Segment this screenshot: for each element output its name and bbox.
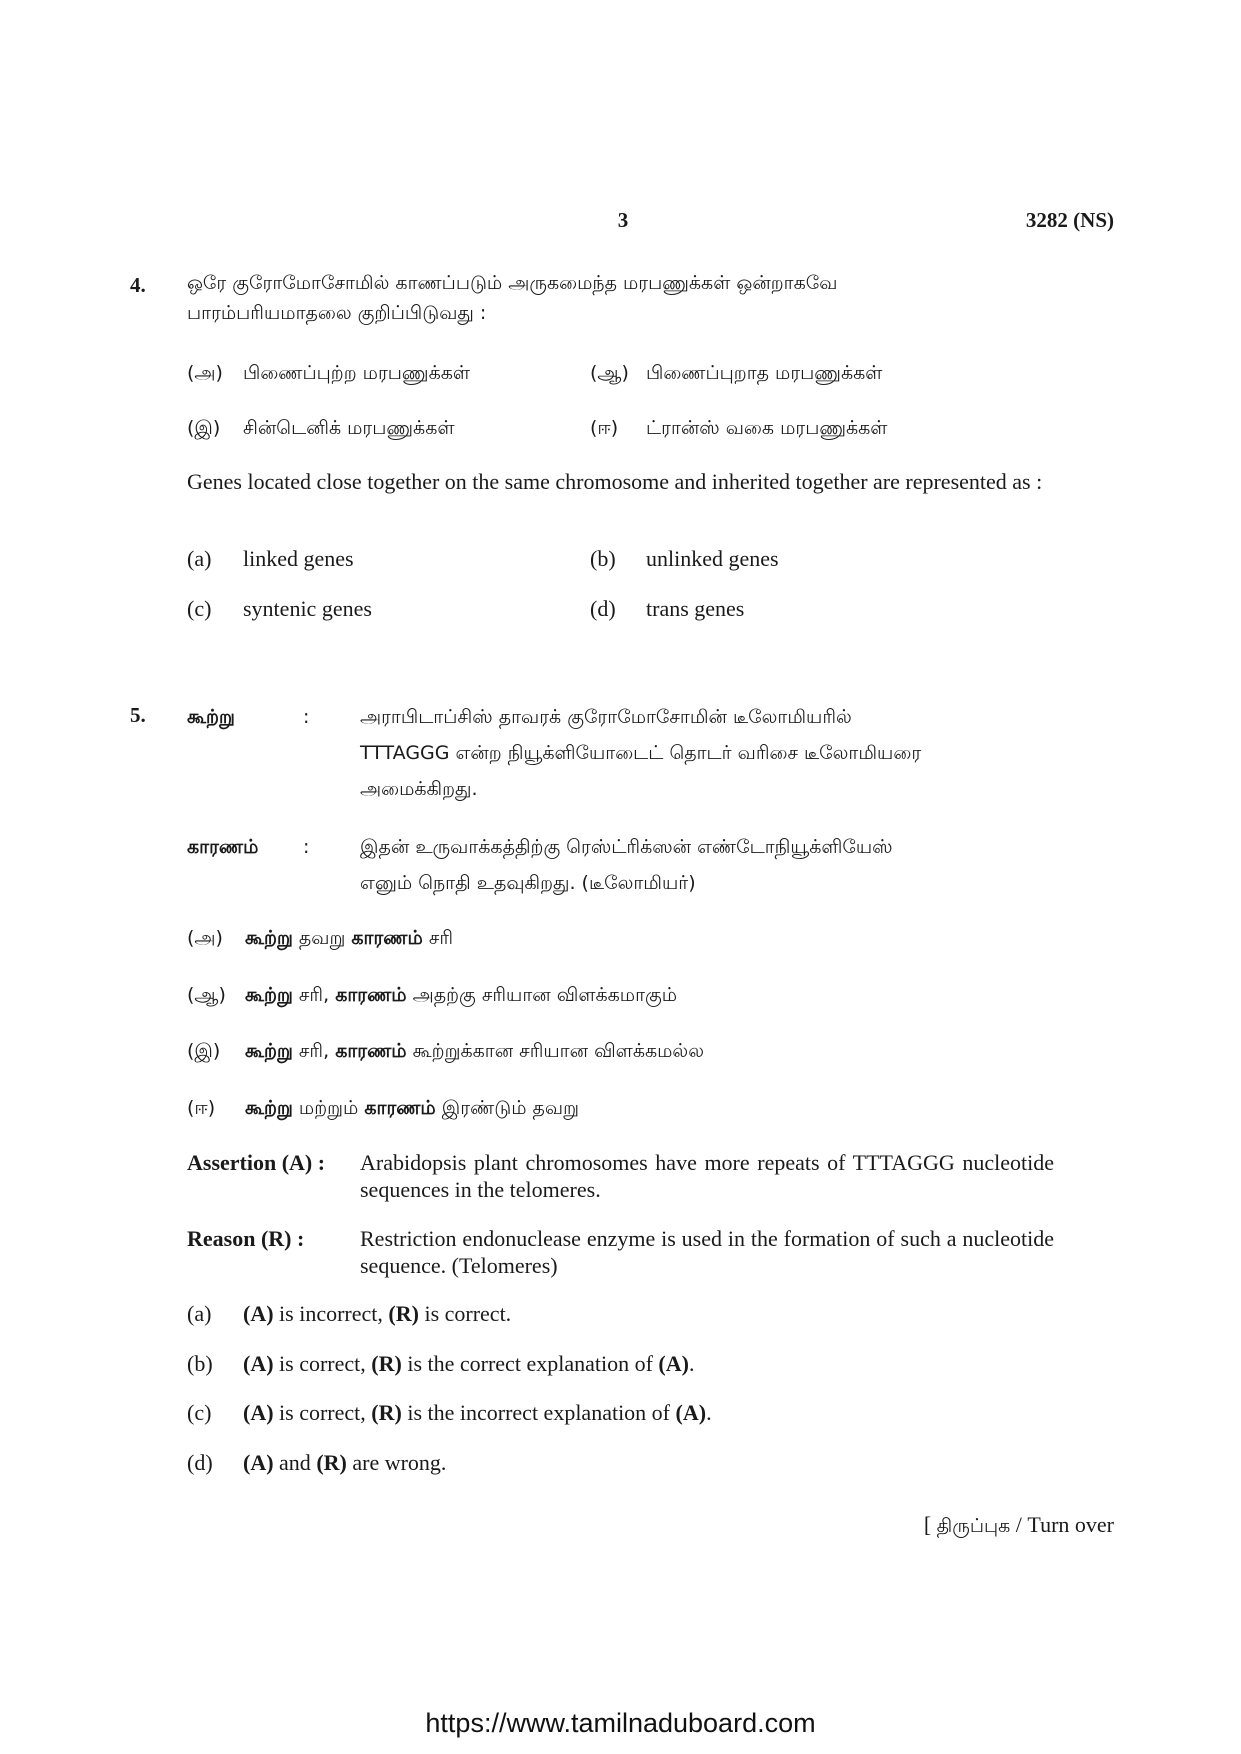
- q5-tamil-option: (இ) கூற்று சரி, காரணம் கூற்றுக்கான சரியான விளக்கமல்ல: [187, 1040, 704, 1062]
- paper-code: 3282 (NS): [1025, 208, 1114, 232]
- q4-tamil-question-line1: ஒரே குரோமோசோமில் காணப்படும் அருகமைந்த மரபணுக்கள் ஒன்றாகவே: [187, 272, 838, 294]
- question-5-number: 5.: [130, 703, 146, 727]
- q4-english-options-row1: [187, 545, 1053, 575]
- q4-english-question: Genes located close together on the same chromosome and inherited together are represented as :: [187, 469, 1043, 494]
- q4-english-option: (d) trans genes: [590, 596, 745, 621]
- q5-english-option: (c) (A) is correct, (R) is the incorrect explanation of (A).: [187, 1400, 712, 1425]
- website-url[interactable]: https://www.tamilnaduboard.com: [425, 1708, 816, 1738]
- q4-tamil-question: [187, 268, 1053, 328]
- q4-english-option: (a) linked genes: [187, 546, 354, 571]
- assertion-label: Assertion (A) :: [187, 1150, 326, 1175]
- q4-tamil-option: (ஆ) பிணைப்புறாத மரபணுக்கள்: [590, 362, 883, 384]
- q5-english-option: (a) (A) is incorrect, (R) is correct.: [187, 1301, 512, 1326]
- q5-english-option: (d) (A) and (R) are wrong.: [187, 1450, 447, 1475]
- q4-english-options-row2: [187, 595, 1053, 625]
- q5-english-option: (b) (A) is correct, (R) is the correct explanation of (A).: [187, 1351, 695, 1376]
- colon: :: [303, 836, 310, 858]
- tamil-assertion-label: கூற்று: [187, 706, 235, 728]
- colon: :: [303, 706, 310, 728]
- q4-english-option: (c) syntenic genes: [187, 596, 372, 621]
- question-4-number: 4.: [130, 273, 146, 297]
- q4-english-option: (b) unlinked genes: [590, 546, 779, 571]
- q5-tamil-option: (ஈ) கூற்று மற்றும் காரணம் இரண்டும் தவறு: [187, 1097, 579, 1119]
- reason-text: Restriction endonuclease enzyme is used in the formation of such a nucleotide sequence. (Telomeres): [360, 1226, 1054, 1278]
- assertion-text: Arabidopsis plant chromosomes have more repeats of TTTAGGG nucleotide sequences in the telomeres.: [360, 1150, 1054, 1202]
- q4-tamil-option: (இ) சின்டெனிக் மரபணுக்கள்: [187, 417, 455, 439]
- reason-label: Reason (R) :: [187, 1226, 305, 1251]
- tamil-reason-text: இதன் உருவாக்கத்திற்கு ரெஸ்ட்ரிக்ஸன் எண்டோநியூக்ளியேஸ் எனும் நொதி உதவுகிறது. (டீலோமியர்): [360, 836, 893, 894]
- turn-over-note: [ திருப்புக / Turn over: [923, 1512, 1114, 1537]
- page-number: 3: [617, 208, 629, 232]
- q4-tamil-option: (அ) பிணைப்புற்ற மரபணுக்கள்: [187, 362, 471, 384]
- tamil-reason-label: காரணம்: [187, 836, 259, 858]
- q5-tamil-option: (ஆ) கூற்று சரி, காரணம் அதற்கு சரியான விளக்கமாகும்: [187, 984, 678, 1006]
- q4-tamil-question-line2: பாரம்பரியமாதலை குறிப்பிடுவது :: [187, 302, 487, 324]
- q4-tamil-options-row1: [187, 358, 1053, 388]
- q5-tamil-option: (அ) கூற்று தவறு காரணம் சரி: [187, 927, 454, 949]
- tamil-assertion-text: அராபிடாப்சிஸ் தாவரக் குரோமோசோமின் டீலோமியரில் TTTAGGG என்ற நியூக்ளியோடைட் தொடர் வரிசை டீலோமியரை அமைக்கிறது.: [360, 706, 922, 800]
- q4-tamil-option: (ஈ) ட்ரான்ஸ் வகை மரபணுக்கள்: [590, 417, 888, 439]
- q4-tamil-options-row2: [187, 413, 1053, 443]
